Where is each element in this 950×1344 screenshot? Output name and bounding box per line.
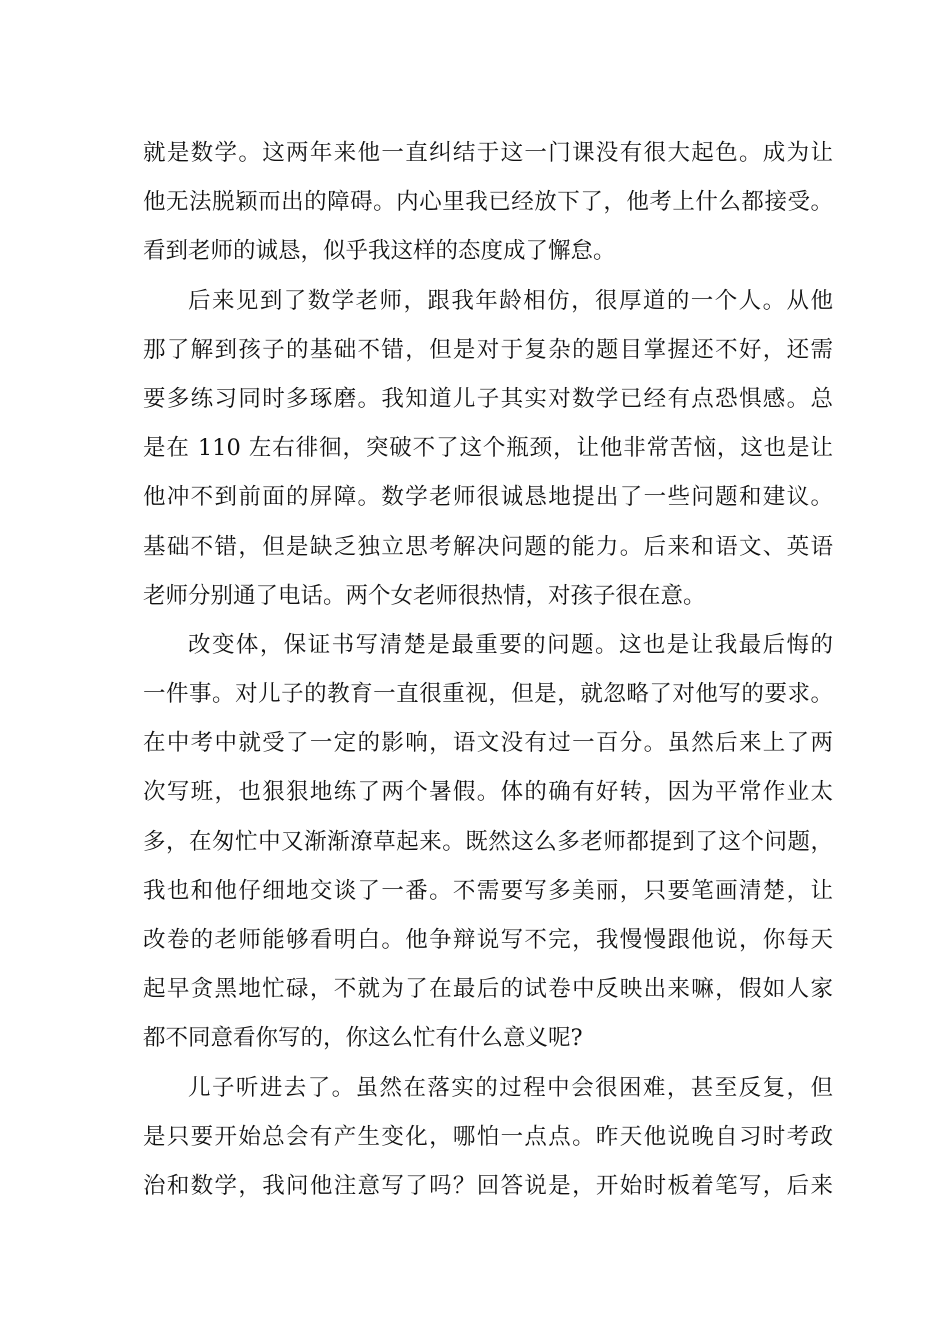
text-line: 后来见到了数学老师，跟我年龄相仿，很厚道的一个人。从他 [188,287,833,314]
text-line: 要多练习同时多琢磨。我知道儿子其实对数学已经有点恐惧感。总 [143,385,833,412]
document-body [143,133,833,1215]
text-line: 改变体，保证书写清楚是最重要的问题。这也是让我最后悔的 [188,631,833,658]
text-line: 起早贪黑地忙碌，不就为了在最后的试卷中反映出来嘛，假如人家 [143,976,833,1003]
paragraph [143,281,833,625]
text-line: 他无法脱颖而出的障碍。内心里我已经放下了，他考上什么都接受。 [143,189,833,216]
text-line: 是在 110 左右徘徊，突破不了这个瓶颈，让他非常苦恼，这也是让 [143,435,833,462]
text-line: 一件事。对儿子的教育一直很重视，但是，就忽略了对他写的要求。 [143,681,833,708]
paragraph [143,133,833,281]
text-line: 是只要开始总会有产生变化，哪怕一点点。昨天他说晚自习时考政 [143,1123,833,1150]
text-line: 我也和他仔细地交谈了一番。不需要写多美丽，只要笔画清楚，让 [143,877,833,904]
text-line: 就是数学。这两年来他一直纠结于这一门课没有很大起色。成为让 [143,140,833,166]
text-line: 看到老师的诚恳，似乎我这样的态度成了懈怠。 [143,238,616,265]
text-line: 都不同意看你写的，你这么忙有什么意义呢? [143,1025,583,1052]
text-line: 他冲不到前面的屏障。数学老师很诚恳地提出了一些问题和建议。 [143,484,833,511]
text-line: 多，在匆忙中又渐渐潦草起来。既然这么多老师都提到了这个问题， [143,828,833,855]
text-line: 治和数学，我问他注意写了吗？回答说是，开始时板着笔写，后来 [143,1172,833,1199]
paragraph [143,625,833,1068]
text-line: 那了解到孩子的基础不错，但是对于复杂的题目掌握还不好，还需 [143,336,833,363]
paragraph [143,1068,833,1216]
text-line: 儿子听进去了。虽然在落实的过程中会很困难，甚至反复，但 [188,1074,833,1101]
text-line: 基础不错，但是缺乏独立思考解决问题的能力。后来和语文、英语 [143,533,833,560]
text-line: 老师分别通了电话。两个女老师很热情，对孩子很在意。 [143,582,706,609]
text-line: 次写班，也狠狠地练了两个暑假。体的确有好转，因为平常作业太 [143,779,833,806]
text-line: 改卷的老师能够看明白。他争辩说写不完，我慢慢跟他说，你每天 [143,927,833,953]
text-line: 在中考中就受了一定的影响，语文没有过一百分。虽然后来上了两 [143,730,833,757]
